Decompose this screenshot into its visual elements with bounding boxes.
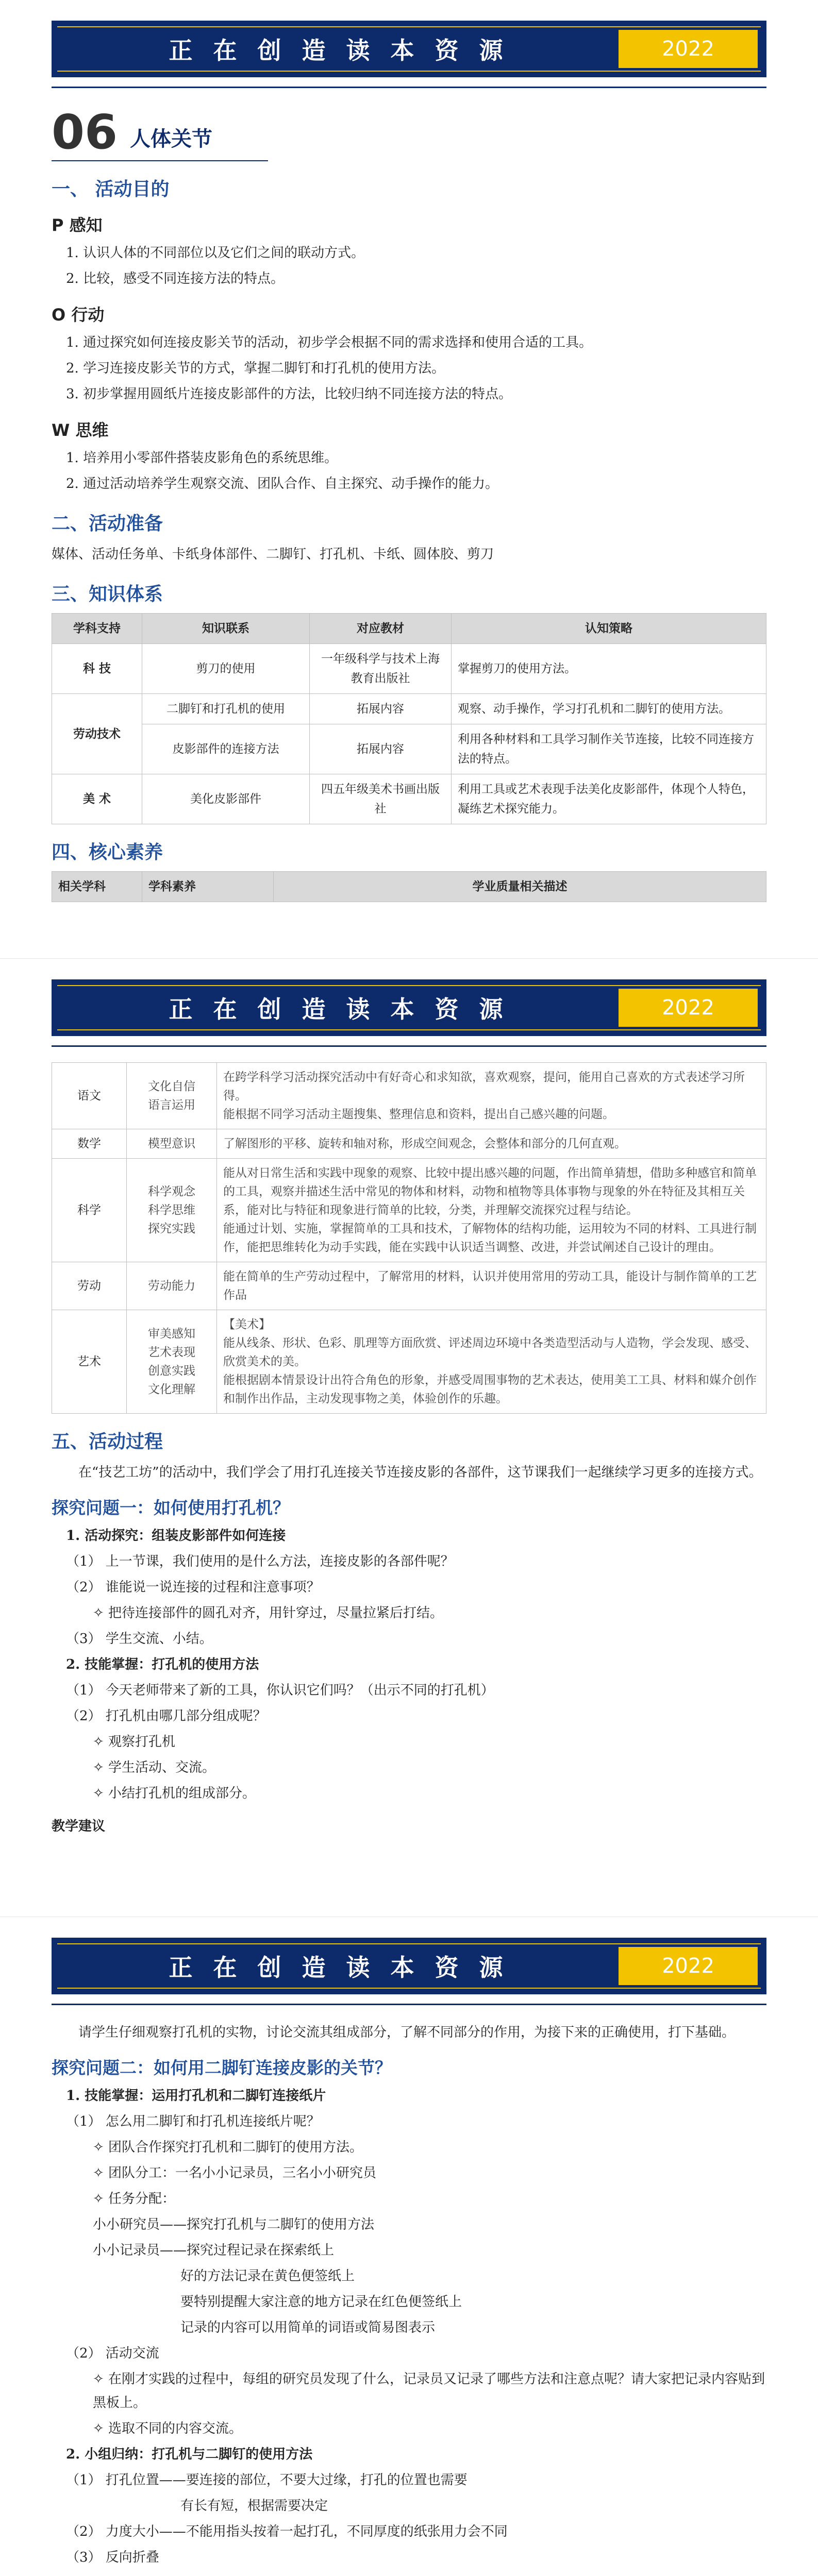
page-2 (0, 958, 818, 1917)
header-rule (52, 2004, 766, 2005)
teaching-advice-heading: 教学建议 (52, 1819, 106, 1834)
list-item: 记录的内容可以用简单的词语或简易图表示 (180, 2320, 436, 2335)
list-item: （1） 打孔位置——要连接的部位，不要大过缘，打孔的位置也需要 (66, 2472, 468, 2488)
list-item: ✧ 团队合作探究打孔机和二脚钉的使用方法。 (93, 2140, 363, 2155)
goal-p-item: 2. 比较，感受不同连接方法的特点。 (66, 271, 285, 286)
table-row (52, 774, 766, 824)
cell-link: 美化皮影部件 (142, 774, 310, 824)
cell-desc: 了解图形的平移、旋转和轴对称，形成空间观念，会整体和部分的几何直观。 (217, 1129, 766, 1159)
goal-w-item: 1. 培养用小零部件搭装皮影角色的系统思维。 (66, 450, 338, 466)
cell-desc: 在跨学科学习活动探究活动中有好奇心和求知欲，喜欢观察，提问，能用自己喜欢的方式表述学习所得。 能根据不同学习活动主题搜集、整理信息和资料，提出自己感兴趣的问题。 (217, 1063, 766, 1129)
list-item: ✧ 在刚才实践的过程中，每组的研究员发现了什么，记录员又记录了哪些方法和注意点呢？请大家把记录内容贴到黑板上。 (93, 2371, 765, 2411)
question-2-title: 探究问题二：如何用二脚钉连接皮影的关节？ (52, 2058, 392, 2078)
page-1 (0, 0, 818, 958)
section-title-process: 五、活动过程 (52, 1431, 163, 1452)
cell-subject: 美 术 (52, 774, 142, 824)
list-item: （2） 活动交流 (66, 2346, 159, 2361)
header-rule (52, 1045, 766, 1047)
cell-desc: 能在简单的生产劳动过程中，了解常用的材料，认识并使用常用的劳动工具，能设计与制作简单的工艺作品 (217, 1262, 766, 1310)
core-literacy-table (52, 1062, 766, 1414)
question-1-title: 探究问题一：如何使用打孔机？ (52, 1498, 290, 1518)
table-row (52, 1129, 766, 1159)
page-header (52, 1917, 766, 1994)
cell-subject: 科学 (52, 1159, 127, 1262)
list-item: （2） 力度大小——不能用指头按着一起打孔，不同厚度的纸张用力会不同 (66, 2524, 508, 2539)
cell-subject: 艺术 (52, 1310, 127, 1414)
goal-p-heading: P 感知 (52, 215, 103, 235)
header-title: 正在创造读本资源 (169, 1954, 524, 1981)
table-row (52, 1310, 766, 1414)
list-item: ✧ 小结打孔机的组成部分。 (93, 1786, 256, 1801)
list-item: 小小记录员——探究过程记录在探索纸上 (93, 2243, 335, 2258)
header-title: 正在创造读本资源 (169, 37, 524, 64)
cell-link: 剪刀的使用 (142, 644, 310, 694)
list-item: （1） 今天老师带来了新的工具，你认识它们吗？（出示不同的打孔机） (66, 1683, 494, 1698)
cell-subject: 语文 (52, 1063, 127, 1129)
cell-book: 拓展内容 (310, 724, 452, 774)
list-item: （3） 反向折叠 (66, 2550, 159, 2565)
goal-p-item: 1. 认识人体的不同部位以及它们之间的联动方式。 (66, 245, 365, 261)
header-rule (52, 87, 766, 88)
list-item: （1） 怎么用二脚钉和打孔机连接纸片呢？ (66, 2114, 320, 2129)
list-item: ✧ 团队分工：一名小小记录员，三名小小研究员 (93, 2165, 377, 2181)
lesson-name: 人体关节 (130, 127, 213, 151)
list-item: 有长有短，根据需要决定 (180, 2498, 328, 2514)
table-header: 学业质量相关描述 (274, 872, 766, 902)
lesson-underline (52, 160, 268, 161)
table-header: 知识联系 (142, 614, 310, 644)
cell-subject: 科 技 (52, 644, 142, 694)
list-item: 小小研究员——探究打孔机与二脚钉的使用方法 (93, 2217, 375, 2232)
prep-materials: 媒体、活动任务单、卡纸身体部件、二脚钉、打孔机、卡纸、圆体胶、剪刀 (52, 547, 494, 562)
q2-sub-heading: 1. 技能掌握：运用打孔机和二脚钉连接纸片 (66, 2088, 326, 2104)
section-title-prep: 二、活动准备 (52, 513, 163, 534)
goal-w-heading: W 思维 (52, 420, 109, 440)
list-item: （1） 上一节课，我们使用的是什么方法，连接皮影的各部件呢？ (66, 1554, 454, 1569)
cell-subject: 数学 (52, 1129, 127, 1159)
page-header (52, 959, 766, 1036)
table-row (52, 1159, 766, 1262)
cell-book: 一年级科学与技术上海教育出版社 (310, 644, 452, 694)
section-title-goals: 一、 活动目的 (52, 179, 170, 200)
table-header: 学科素养 (142, 872, 274, 902)
list-item: ✧ 选取不同的内容交流。 (93, 2421, 243, 2436)
cell-literacy: 审美感知 艺术表现 创意实践 文化理解 (127, 1310, 217, 1414)
table-row (52, 1063, 766, 1129)
header-bar (52, 979, 766, 1036)
cell-literacy: 科学观念 科学思维 探究实践 (127, 1159, 217, 1262)
q1-sub-heading: 2. 技能掌握：打孔机的使用方法 (66, 1657, 259, 1672)
list-item: ✧ 把待连接部件的圆孔对齐，用针穿过，尽量拉紧后打结。 (93, 1605, 444, 1621)
cell-strategy: 掌握剪刀的使用方法。 (452, 644, 766, 694)
page-3 (0, 1917, 818, 2576)
table-row (52, 694, 766, 724)
goal-o-item: 1. 通过探究如何连接皮影关节的活动，初步学会根据不同的需求选择和使用合适的工具。 (66, 335, 593, 350)
cell-subject: 劳动技术 (52, 694, 142, 774)
section-title-core: 四、核心素养 (52, 842, 163, 863)
list-item: 要特别提醒大家注意的地方记录在红色便签纸上 (180, 2294, 462, 2310)
table-row (52, 644, 766, 694)
cell-desc: 【美术】 能从线条、形状、色彩、肌理等方面欣赏、评述周边环境中各类造型活动与人造物，学会发现、感受、欣赏美术的美。 能根据剧本情景设计出符合角色的形象，并感受周围事物的艺术表达，使用美工工具、材料和媒介创作和制作出作品，主动发现事物之美，体验创作的乐趣。 (217, 1310, 766, 1414)
table-row (52, 724, 766, 774)
page-header (52, 0, 766, 77)
cell-desc: 能从对日常生活和实践中现象的观察、比较中提出感兴趣的问题，作出简单猜想，借助多种感官和简单的工具，观察并描述生活中常见的物体和材料，动物和植物等具体事物与现象的外在特征及其相互关系，能对比与特征和现象进行简单的比较，分类，并理解交流探究过程与结论。 能通过计划、实施，掌握简单的工具和技术，了解物体的结构功能，运用较为不同的材料、工具进行制作，能把思维转化为动手实践，能在实践中认识适当调整、改进，并尝试阐述自己设计的理由。 (217, 1159, 766, 1262)
cell-literacy: 文化自信 语言运用 (127, 1063, 217, 1129)
table-header: 学科支持 (52, 614, 142, 644)
cell-strategy: 利用各种材料和工具学习制作关节连接，比较不同连接方法的特点。 (452, 724, 766, 774)
list-item: 好的方法记录在黄色便签纸上 (180, 2268, 355, 2284)
core-header-table (52, 871, 766, 902)
cell-book: 拓展内容 (310, 694, 452, 724)
table-header: 认知策略 (452, 614, 766, 644)
cell-strategy: 观察、动手操作，学习打孔机和二脚钉的使用方法。 (452, 694, 766, 724)
list-item: ✧ 任务分配： (93, 2191, 176, 2207)
cell-book: 四五年级美术书画出版社 (310, 774, 452, 824)
header-year-badge: 2022 (619, 1947, 758, 1985)
header-year-badge: 2022 (619, 30, 758, 68)
cell-literacy: 模型意识 (127, 1129, 217, 1159)
teaching-advice-text: 请学生仔细观察打孔机的实物，讨论交流其组成部分，了解不同部分的作用，为接下来的正确使用，打下基础。 (78, 2025, 736, 2040)
header-bar (52, 21, 766, 77)
cell-link: 二脚钉和打孔机的使用 (142, 694, 310, 724)
list-item: ✧ 学生活动、交流。 (93, 1760, 216, 1775)
process-intro: 在“技艺工坊”的活动中，我们学会了用打孔连接关节连接皮影的各部件，这节课我们一起继续学习更多的连接方式。 (78, 1465, 762, 1480)
lesson-number: 06 (52, 105, 118, 160)
table-header: 相关学科 (52, 872, 142, 902)
list-item: （2） 打孔机由哪几部分组成呢？ (66, 1708, 266, 1724)
goal-o-item: 3. 初步掌握用圆纸片连接皮影部件的方法，比较归纳不同连接方法的特点。 (66, 386, 512, 402)
list-item: （2） 谁能说一说连接的过程和注意事项？ (66, 1580, 320, 1595)
header-year-badge: 2022 (619, 989, 758, 1027)
lesson-heading (52, 105, 766, 160)
cell-link: 皮影部件的连接方法 (142, 724, 310, 774)
list-item: （3） 学生交流、小结。 (66, 1631, 213, 1647)
header-title: 正在创造读本资源 (169, 995, 524, 1023)
cell-strategy: 利用工具或艺术表现手法美化皮影部件，体现个人特色，凝练艺术探究能力。 (452, 774, 766, 824)
goal-o-heading: O 行动 (52, 305, 105, 325)
goal-o-item: 2. 学习连接皮影关节的方式，掌握二脚钉和打孔机的使用方法。 (66, 361, 445, 376)
cell-subject: 劳动 (52, 1262, 127, 1310)
table-header: 对应教材 (310, 614, 452, 644)
list-item: ✧ 观察打孔机 (93, 1734, 176, 1750)
q1-sub-heading: 1. 活动探究：组装皮影部件如何连接 (66, 1528, 286, 1544)
goal-w-item: 2. 通过活动培养学生观察交流、团队合作、自主探究、动手操作的能力。 (66, 476, 499, 492)
cell-literacy: 劳动能力 (127, 1262, 217, 1310)
table-row (52, 1262, 766, 1310)
q2-sub-heading: 2. 小组归纳：打孔机与二脚钉的使用方法 (66, 2447, 313, 2462)
header-bar (52, 1938, 766, 1994)
knowledge-table (52, 613, 766, 824)
section-title-knowledge: 三、知识体系 (52, 584, 163, 605)
